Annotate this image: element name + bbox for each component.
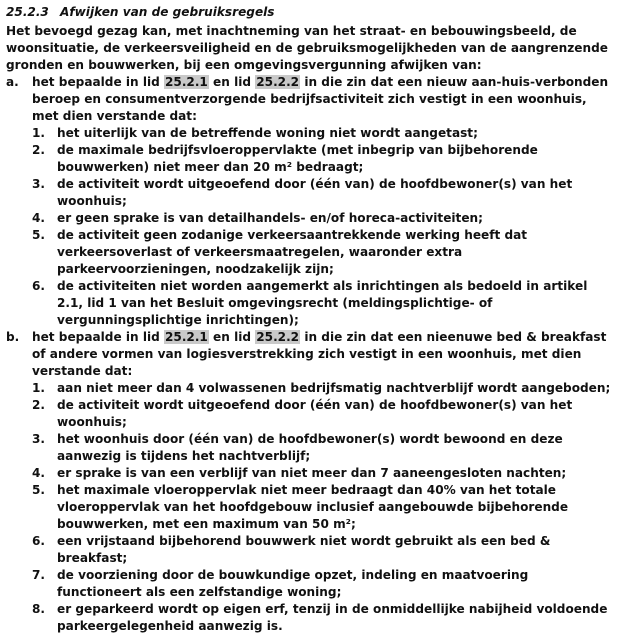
clause-text-post: in die zin dat een nieuw aan-huis-verbonden beroep en consumentverzorgende bedrijfsactiviteit zich vestigt in een woonhuis, met dien verstande dat: xyxy=(32,75,609,123)
reference-link-25-2-2[interactable]: 25.2.2 xyxy=(256,330,300,344)
section-number: 25.2.3 xyxy=(6,5,49,19)
sub-item-text: het maximale vloeroppervlak niet meer bedraagt dan 40% van het totale vloeroppervlak van het hoofdgebouw inclusief aangebouwde bijbehorende bouwwerken, met een maximum van 50 m²; xyxy=(57,483,569,531)
sub-item-text: het uiterlijk van de betreffende woning niet wordt aangetast; xyxy=(57,126,478,140)
sub-item-marker: 4. xyxy=(32,466,46,480)
clause-text-pre: het bepaalde in lid xyxy=(32,75,164,89)
sub-item xyxy=(32,465,612,482)
sub-item-text: er sprake is van een verblijf van niet meer dan 7 aaneengesloten nachten; xyxy=(57,466,567,480)
clause-text-pre: het bepaalde in lid xyxy=(32,330,164,344)
sub-item xyxy=(32,431,612,465)
sub-item-marker: 2. xyxy=(32,398,46,412)
sub-item-text: aan niet meer dan 4 volwassenen bedrijfsmatig nachtverblijf wordt aangeboden; xyxy=(57,381,611,395)
clause-body xyxy=(32,329,612,635)
clause-text-post: in die zin dat een nieenuwe bed & breakfast of andere vormen van logiesverstrekking zich vestigt in een woonhuis, met dien verstande dat: xyxy=(32,330,607,378)
sub-item-text: er geparkeerd wordt op eigen erf, tenzij in de onmiddellijke nabijheid voldoende parkeergelegenheid aanwezig is. xyxy=(57,602,608,633)
sub-item-marker: 5. xyxy=(32,483,46,497)
clause-b xyxy=(6,329,612,635)
sub-item-text: de maximale bedrijfsvloeroppervlakte (met inbegrip van bijbehorende bouwwerken) niet meer dan 20 m² bedraagt; xyxy=(57,143,538,174)
clause-body xyxy=(32,74,612,329)
clause-marker: a. xyxy=(6,75,19,89)
clause-marker: b. xyxy=(6,330,20,344)
sub-item xyxy=(32,533,612,567)
sub-item-marker: 6. xyxy=(32,534,46,548)
sub-item xyxy=(32,142,612,176)
sub-item xyxy=(32,210,612,227)
sub-item-text: een vrijstaand bijbehorend bouwwerk niet wordt gebruikt als een bed & breakfast; xyxy=(57,534,551,565)
section-heading xyxy=(6,4,612,21)
sub-item-text: er geen sprake is van detailhandels- en/of horeca-activiteiten; xyxy=(57,211,483,225)
sub-item-text: de activiteiten niet worden aangemerkt als inrichtingen als bedoeld in artikel 2.1, lid 1 van het Besluit omgevingsrecht (meldingsplichtige- of vergunningsplichtige inrichtingen); xyxy=(57,279,588,327)
sub-item-marker: 5. xyxy=(32,228,46,242)
sub-item-marker: 8. xyxy=(32,602,46,616)
reference-link-25-2-1[interactable]: 25.2.1 xyxy=(164,330,208,344)
sub-item-marker: 1. xyxy=(32,126,46,140)
intro-paragraph: Het bevoegd gezag kan, met inachtneming van het straat- en bebouwingsbeeld, de woonsituatie, de verkeersveiligheid en de gebruiksmogelijkheden van de aangrenzende gronden en bouwwerken, bij een omgevingsvergunning afwijken van: xyxy=(6,24,608,72)
clause-lead-text xyxy=(32,329,612,380)
sub-item xyxy=(32,278,612,329)
sub-item-list xyxy=(32,125,612,329)
sub-item-marker: 6. xyxy=(32,279,46,293)
clause-text-mid: en lid xyxy=(208,75,256,89)
sub-item-marker: 2. xyxy=(32,143,46,157)
sub-item-text: het woonhuis door (één van) de hoofdbewoner(s) wordt bewoond en deze aanwezig is tijdens het nachtverblijf; xyxy=(57,432,563,463)
sub-item-text: de activiteit wordt uitgeoefend door (één van) de hoofdbewoner(s) van het woonhuis; xyxy=(57,177,573,208)
sub-item-text: de activiteit wordt uitgeoefend door (één van) de hoofdbewoner(s) van het woonhuis; xyxy=(57,398,573,429)
sub-item xyxy=(32,125,612,142)
sub-item-marker: 3. xyxy=(32,177,46,191)
clause-lead-text xyxy=(32,74,612,125)
reference-link-25-2-1[interactable]: 25.2.1 xyxy=(164,75,208,89)
sub-item xyxy=(32,380,612,397)
sub-item xyxy=(32,227,612,278)
sub-item-marker: 3. xyxy=(32,432,46,446)
sub-item-text: de activiteit geen zodanige verkeersaantrekkende werking heeft dat verkeersoverlast of verkeersmaatregelen, waaronder extra parkeervoorzieningen, noodzakelijk zijn; xyxy=(57,228,528,276)
sub-item xyxy=(32,397,612,431)
sub-item-list xyxy=(32,380,612,635)
sub-item xyxy=(32,482,612,533)
reference-link-25-2-2[interactable]: 25.2.2 xyxy=(256,75,300,89)
document xyxy=(6,4,612,635)
sub-item-marker: 1. xyxy=(32,381,46,395)
sub-item-marker: 4. xyxy=(32,211,46,225)
clause-list xyxy=(6,74,612,635)
sub-item xyxy=(32,567,612,601)
sub-item xyxy=(32,601,612,635)
clause-a xyxy=(6,74,612,329)
clause-text-mid: en lid xyxy=(208,330,256,344)
sub-item xyxy=(32,176,612,210)
section-title: Afwijken van de gebruiksregels xyxy=(60,5,275,19)
sub-item-marker: 7. xyxy=(32,568,46,582)
sub-item-text: de voorziening door de bouwkundige opzet, indeling en maatvoering functioneert als een zelfstandige woning; xyxy=(57,568,529,599)
